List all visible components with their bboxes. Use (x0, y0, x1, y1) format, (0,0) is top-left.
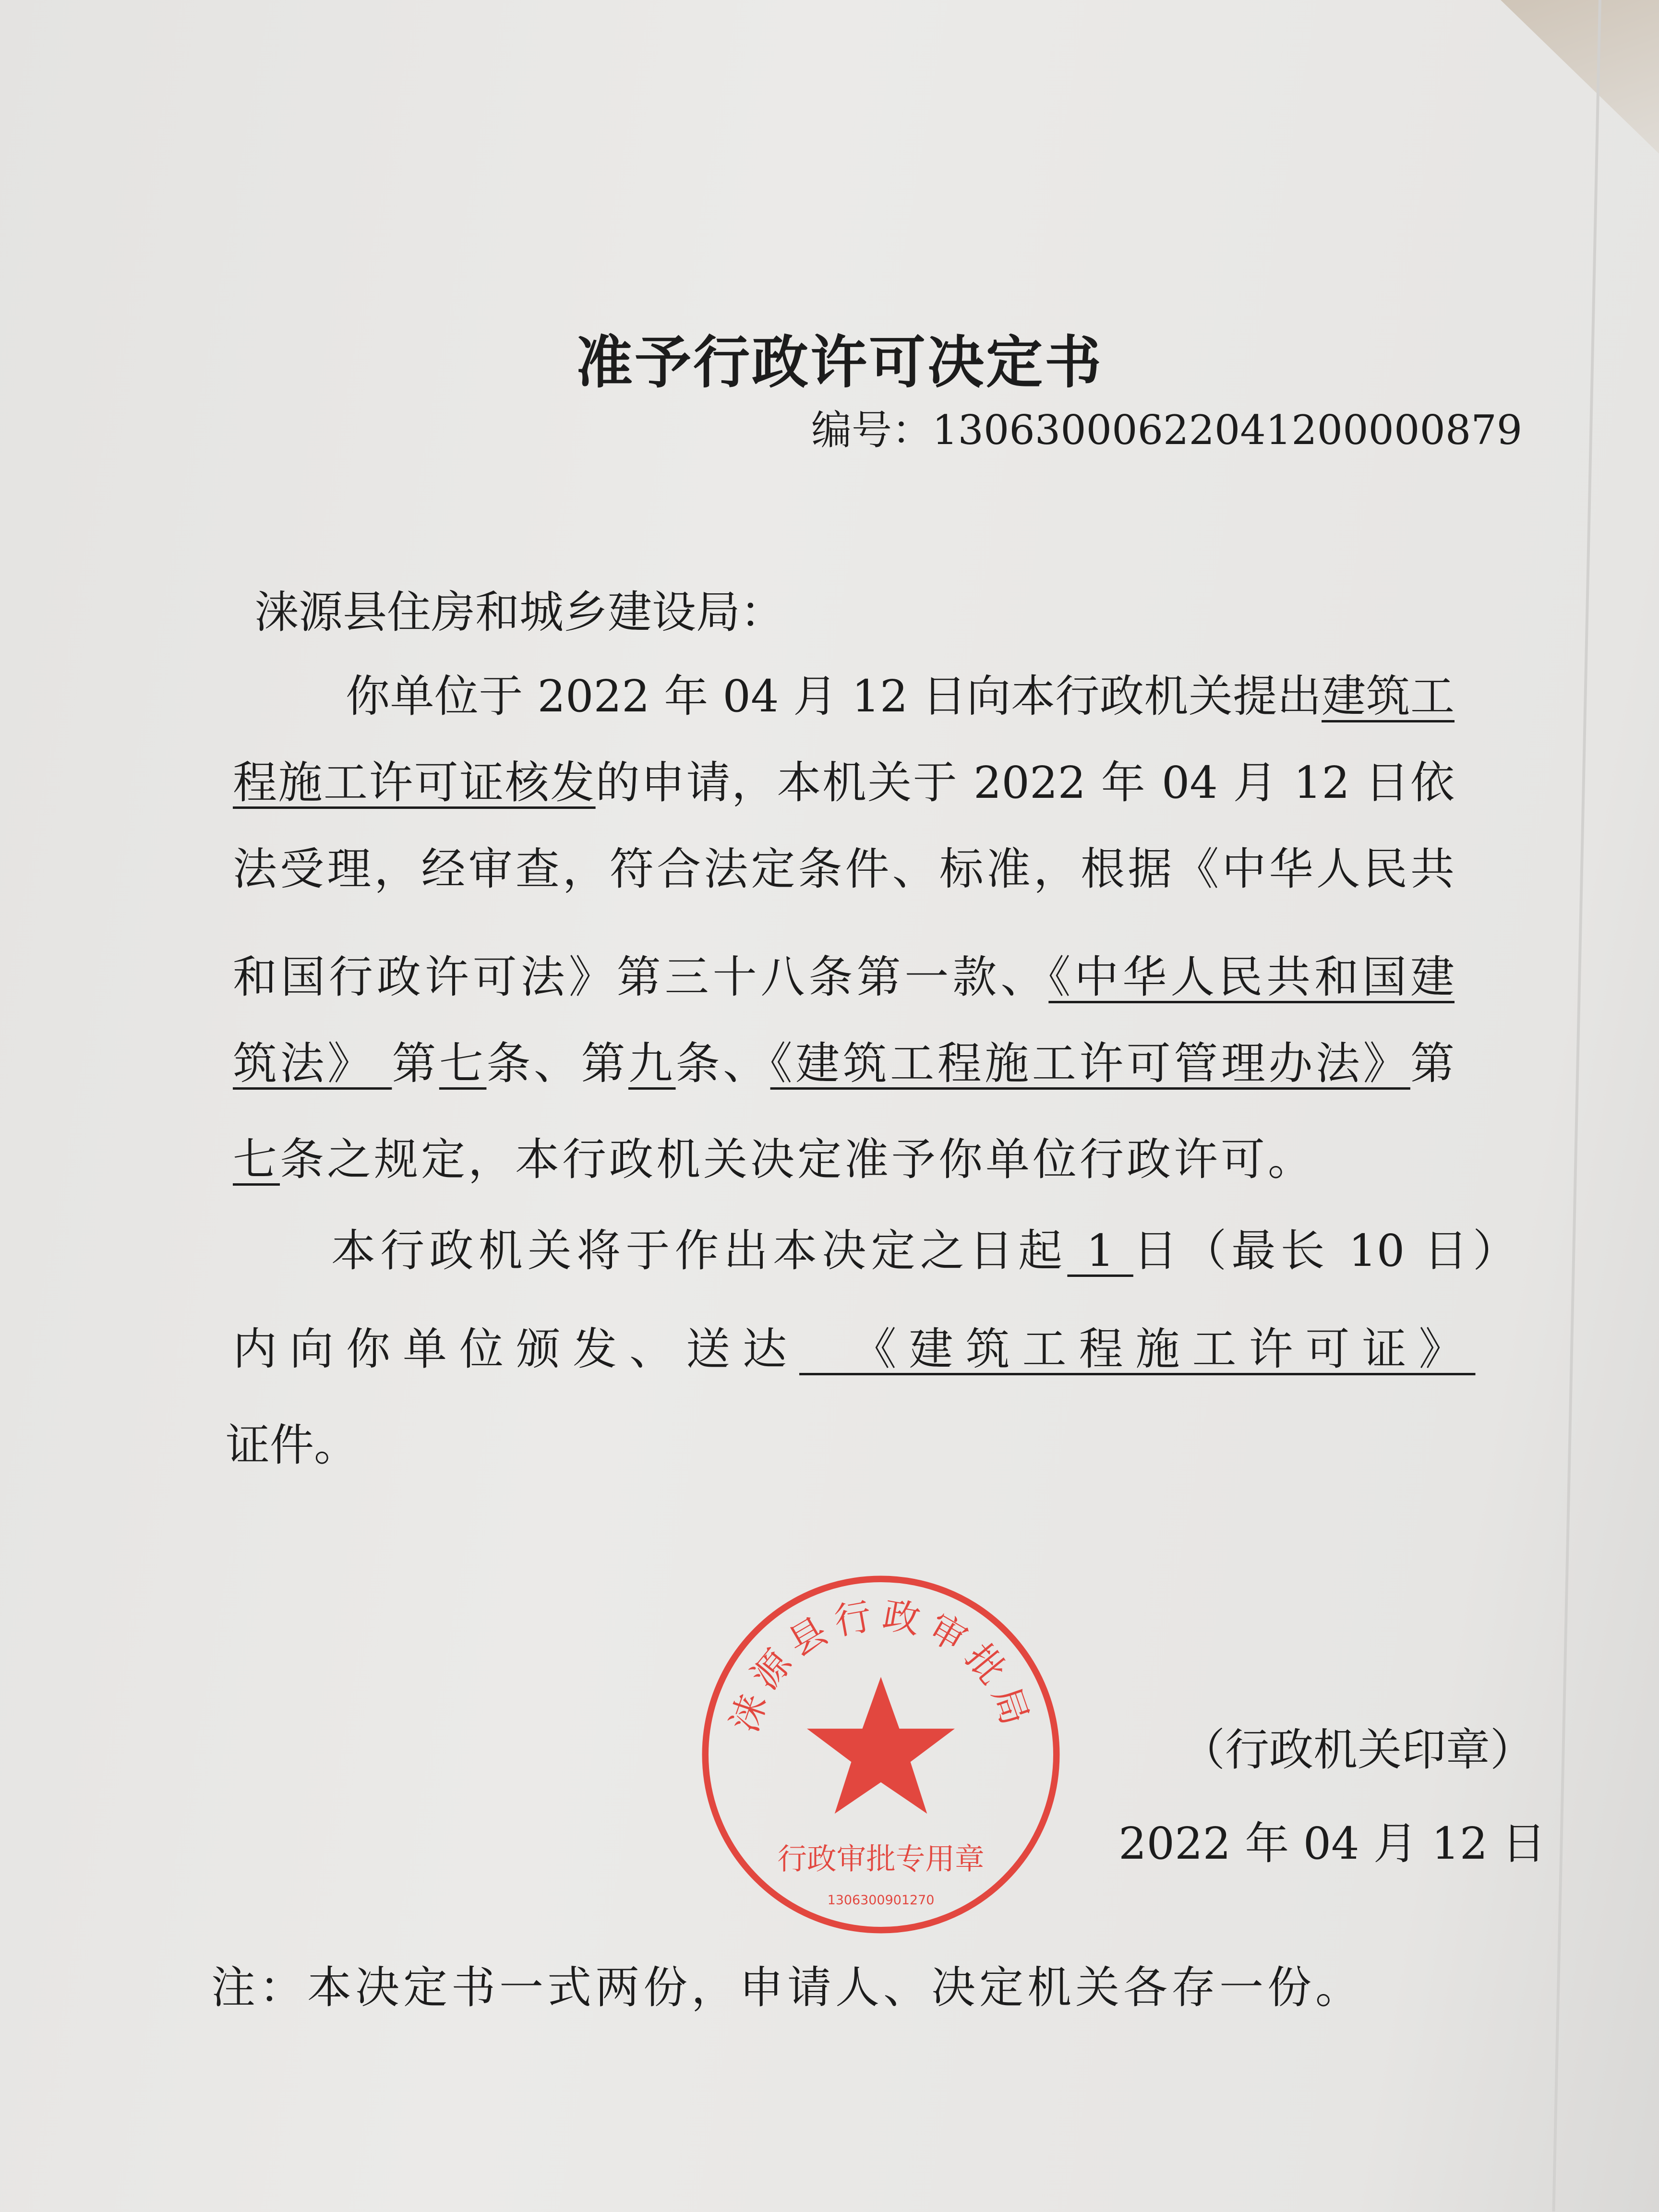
text: 和国行政许可法》第三十八条第一款、 (233, 951, 1049, 1003)
underlined-text: 1 (1067, 1225, 1133, 1276)
p2-line2 (233, 1325, 1476, 1373)
p2-line3: 证件。 (226, 1419, 359, 1471)
document-number (811, 408, 1522, 452)
seal-label: （行政机关印章） (1181, 1724, 1535, 1776)
issue-date: 2022 年 04 月 12 日 (1118, 1818, 1546, 1869)
underlined-text: 七 (233, 1134, 280, 1185)
underlined-text: 七 (439, 1038, 487, 1089)
p1-line5 (233, 1039, 1455, 1088)
seal-star-icon (807, 1677, 955, 1814)
seal-top-text: 涞源县行政审批局 (723, 1594, 1039, 1738)
seal-code: 1306300901270 (827, 1892, 935, 1908)
number-label: 编号： (811, 407, 933, 454)
text: 条、第 (486, 1038, 628, 1089)
text: 条之规定，本行政机关决定准予你单位行政许可。 (280, 1134, 1315, 1185)
p1-line1 (346, 672, 1455, 721)
text: 你单位于 2022 年 04 月 12 日向本行政机关提出 (346, 671, 1322, 722)
underlined-text: 筑法》 (233, 1038, 392, 1089)
text: 日（最长 10 日） (1133, 1225, 1517, 1276)
p1-line6 (233, 1135, 1315, 1184)
p1-line3 (233, 845, 1455, 893)
text: 内向你单位颁发、送达 (233, 1323, 800, 1375)
p1-line2 (233, 758, 1455, 807)
official-seal (696, 1570, 1066, 1939)
underlined-text: 《建筑工程施工许可证》 (799, 1323, 1476, 1375)
number-value: 13063000622041200000879 (932, 407, 1523, 454)
seal-bottom-text: 行政审批专用章 (777, 1841, 985, 1876)
table-background (1501, 0, 1659, 154)
text: 第 (392, 1038, 439, 1089)
text: 条、 (675, 1038, 770, 1089)
underlined-text: 九 (628, 1038, 676, 1089)
text: 本行政机关将于作出本决定之日起 (331, 1225, 1068, 1276)
text: 法受理，经审查，符合法定条件、标准，根据《中华人民共 (233, 843, 1455, 895)
note: 注：本决定书一式两份，申请人、决定机关各存一份。 (211, 1962, 1364, 2013)
underlined-text: 程施工许可证核发 (233, 757, 596, 808)
recipient: 涞源县住房和城乡建设局： (254, 587, 785, 638)
underlined-text: 《建筑工程施工许可管理办法》 (770, 1038, 1410, 1089)
paper-edge (1552, 0, 1601, 2212)
p2-line1 (331, 1226, 1517, 1275)
text: 第 (1410, 1038, 1455, 1089)
p1-line4 (233, 953, 1455, 1001)
underlined-text: 建筑工 (1322, 671, 1455, 722)
underlined-text: 《中华人民共和国建 (1048, 951, 1455, 1003)
document-title: 准予行政许可决定书 (576, 329, 1104, 396)
text: 的申请，本机关于 2022 年 04 月 12 日依 (595, 757, 1455, 808)
